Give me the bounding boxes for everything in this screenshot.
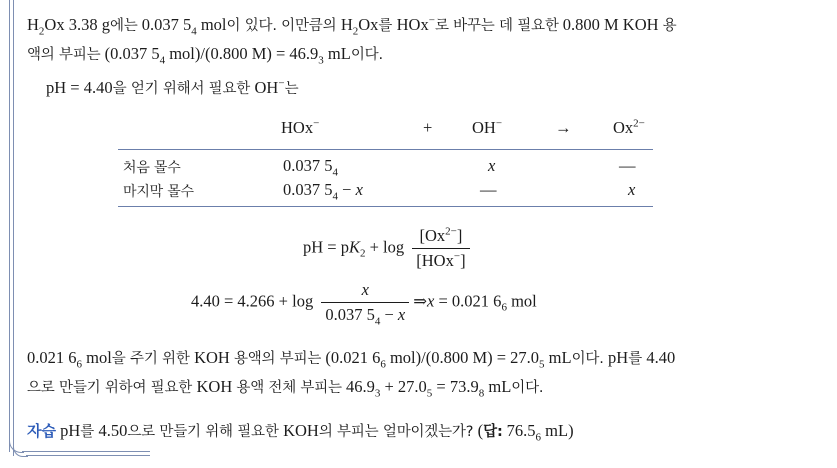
- table-header-ox: [613, 118, 645, 138]
- text: 로 바꾸는 데 필요한: [434, 18, 559, 34]
- bottom-rule: [22, 451, 150, 452]
- text: 용: [662, 18, 677, 34]
- text: 를: [378, 18, 397, 34]
- text: x: [361, 280, 369, 299]
- text: [Ox: [419, 226, 446, 245]
- text: 4.40 = 4.266 + log: [191, 291, 314, 311]
- subscript: 4: [332, 190, 338, 203]
- equation-solve: [191, 280, 537, 328]
- numerator: [412, 226, 469, 249]
- paragraph-1-line-3: [46, 77, 298, 98]
- numerator: [321, 280, 409, 303]
- text: HOx: [396, 15, 429, 34]
- subscript: 6: [380, 358, 386, 371]
- text: 을 얻기 위해서 필요한: [112, 81, 255, 97]
- implies-arrow: ⇒: [413, 291, 428, 311]
- text: mol)/(0.800 M) = 46.9: [165, 44, 319, 63]
- left-margin-rule: [9, 0, 10, 452]
- text: —: [619, 156, 636, 175]
- subscript: 6: [76, 358, 82, 371]
- text: (: [477, 421, 484, 440]
- exercise-label: 자습: [27, 422, 56, 440]
- text: pH = 4.40: [46, 78, 113, 97]
- text: 처음 몰수: [123, 160, 181, 176]
- text: HOx: [281, 118, 314, 137]
- paragraph-1-line-2: [27, 43, 383, 67]
- denominator: [412, 249, 469, 271]
- text: K: [348, 237, 360, 257]
- subscript: 5: [426, 387, 433, 400]
- text: OH: [472, 118, 496, 137]
- text: 0.800 M KOH: [558, 15, 663, 34]
- table-header-arrow: [555, 118, 572, 138]
- text: (0.021 6: [321, 348, 381, 367]
- text: Ox: [613, 118, 634, 137]
- subscript: 6: [501, 301, 507, 314]
- text: mL): [541, 421, 574, 440]
- text: mL: [484, 377, 512, 396]
- text: [HOx: [416, 251, 454, 270]
- subscript: 2: [38, 25, 45, 38]
- text: 를: [80, 424, 99, 440]
- text: 이다.: [511, 380, 544, 396]
- text: −: [380, 305, 398, 324]
- equation-henderson: [303, 226, 474, 271]
- text: + log: [365, 237, 405, 257]
- text: 를: [628, 351, 647, 367]
- text: pH: [608, 348, 629, 367]
- subscript: 4: [374, 315, 381, 328]
- text: 이다.: [571, 351, 609, 367]
- paragraph-1-line-1: [27, 14, 677, 38]
- subscript: 4: [159, 54, 166, 67]
- table-cell-initial-ox: [619, 156, 636, 176]
- text: x: [355, 180, 363, 199]
- text: 마지막 몰수: [123, 184, 194, 200]
- text: Ox 3.38 g: [44, 15, 110, 34]
- text: KOH: [194, 348, 234, 367]
- table-rule-bottom: [118, 206, 653, 207]
- paragraph-2-line-1: [27, 347, 676, 371]
- text: 으로 만들기 위하여 필요한: [27, 380, 197, 396]
- left-margin-rule-inner: [13, 0, 14, 456]
- subscript: 3: [318, 54, 324, 67]
- superscript: −: [428, 14, 435, 27]
- text: 는: [284, 81, 299, 97]
- superscript: −: [313, 117, 320, 130]
- subscript: 4: [191, 25, 197, 38]
- table-cell-initial-hox: [283, 156, 338, 179]
- subscript: 8: [478, 387, 485, 400]
- text: 으로 만들기 위해 필요한: [127, 424, 284, 440]
- text: 46.9: [341, 377, 375, 396]
- text: Ox: [358, 15, 379, 34]
- superscript: 2−: [633, 117, 645, 130]
- paragraph-2-line-2: [27, 376, 544, 400]
- text: pH = p: [303, 237, 349, 257]
- subscript: 4: [332, 166, 338, 179]
- text: 을 주기 위한: [111, 351, 195, 367]
- text: mol: [196, 15, 227, 34]
- text: 0.037 5: [137, 15, 192, 34]
- text: 의 부피는 얼마이겠는가?: [318, 424, 478, 440]
- superscript: −: [495, 117, 503, 130]
- text: pH: [60, 421, 81, 440]
- superscript: 2−: [445, 225, 457, 238]
- table-rule-top: [118, 149, 653, 150]
- text: ]: [460, 251, 466, 270]
- subscript: 5: [539, 358, 545, 371]
- table-cell-final-ox: [628, 180, 635, 200]
- text: +: [423, 118, 433, 137]
- subscript: 3: [374, 387, 381, 400]
- fraction: [412, 226, 469, 271]
- text: 0.037 5: [325, 305, 375, 324]
- text: 액의 부피는: [27, 47, 101, 63]
- subscript: 6: [535, 431, 542, 444]
- denominator: [321, 303, 409, 328]
- table-cell-initial-oh: [488, 156, 495, 176]
- text: 이 있다. 이만큼의: [226, 18, 341, 34]
- text: x: [427, 291, 435, 311]
- text: (0.037 5: [100, 44, 160, 63]
- exercise-line: [27, 420, 574, 444]
- text: mol: [82, 348, 112, 367]
- table-header-oh: [472, 118, 502, 138]
- text: mL: [544, 348, 572, 367]
- text: 0.021 6: [27, 348, 77, 367]
- table-cell-final-oh: [480, 180, 497, 200]
- text: ]: [456, 226, 463, 245]
- text: 76.5: [502, 421, 536, 440]
- text: H: [27, 15, 39, 34]
- table-row-label-initial: [123, 157, 181, 177]
- text: 이다.: [350, 47, 383, 63]
- text: −: [338, 180, 356, 199]
- text: 4.50: [98, 421, 128, 440]
- text: —: [480, 180, 497, 199]
- text: x: [397, 305, 406, 324]
- text: mL: [323, 44, 351, 63]
- table-header-hox: [281, 118, 319, 138]
- text: = 0.021 6: [434, 291, 502, 311]
- text: →: [555, 118, 572, 137]
- fraction: [321, 280, 409, 328]
- text: + 27.0: [380, 377, 427, 396]
- text: KOH: [283, 421, 319, 440]
- text: = 73.9: [432, 377, 479, 396]
- text: 용액 전체 부피는: [236, 380, 342, 396]
- answer-label: 답:: [483, 424, 503, 440]
- subscript: 2: [352, 25, 359, 38]
- table-cell-final-hox: [283, 180, 363, 203]
- table-row-label-final: [123, 181, 194, 201]
- superscript: −: [453, 250, 461, 263]
- text: mol: [506, 291, 537, 311]
- text: 0.037 5: [283, 156, 333, 175]
- text: 에는: [109, 18, 138, 34]
- text: 0.037 5: [283, 180, 333, 199]
- text: KOH: [196, 377, 237, 396]
- text: 용액의 부피는: [233, 351, 322, 367]
- text: H: [340, 15, 353, 34]
- superscript: −: [278, 77, 285, 90]
- text: x: [488, 156, 496, 175]
- bottom-rule-inner: [26, 455, 150, 456]
- text: OH: [254, 78, 279, 97]
- text: mol)/(0.800 M) = 27.0: [385, 348, 540, 367]
- text: x: [628, 180, 636, 199]
- table-header-plus: [423, 118, 432, 138]
- text: 4.40: [646, 348, 676, 367]
- subscript: 2: [360, 247, 366, 260]
